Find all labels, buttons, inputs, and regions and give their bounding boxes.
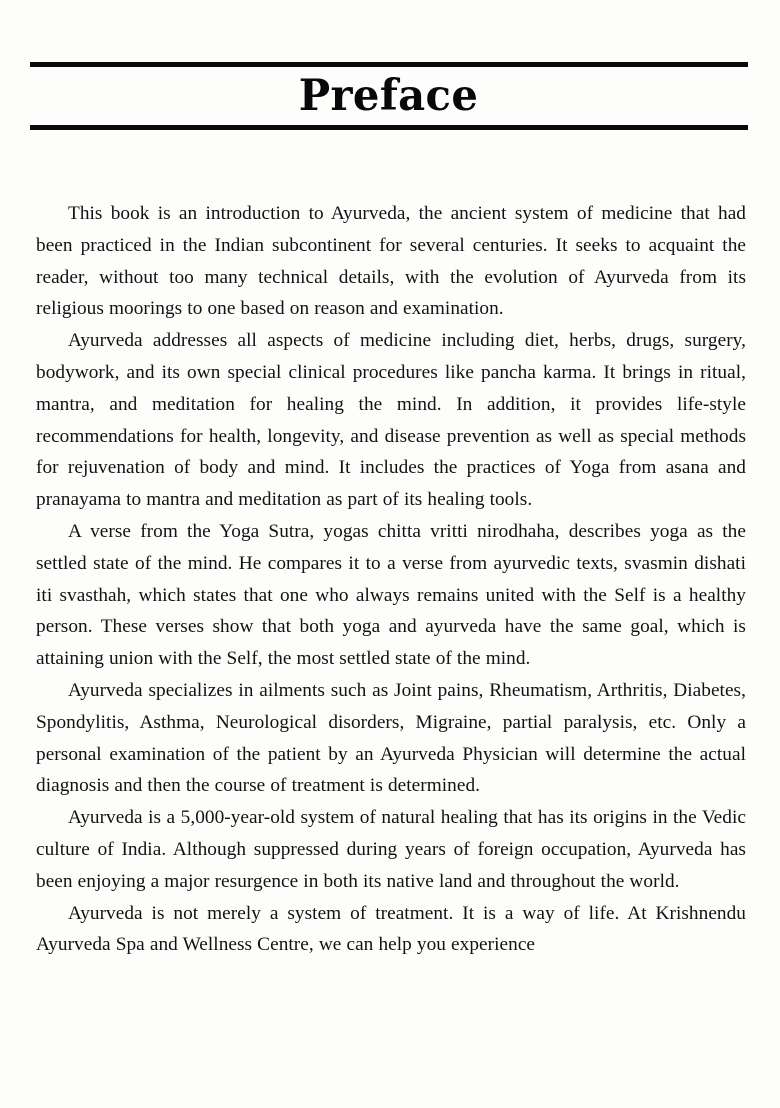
preface-heading-block [30,62,748,130]
paragraph-1: This book is an introduction to Ayurveda, the ancient system of medicine that had been practiced in the Indian subcontinent for several centuries. It seeks to acquaint the reader, without too many technical details, with the evolution of Ayurveda from its religious moorings to one based on reason and examination. [36,203,746,320]
page-title-container [30,67,748,125]
paragraph-2: Ayurveda addresses all aspects of medicine including diet, herbs, drugs, surgery, bodywork, and its own special clinical procedures like pancha karma. It brings in ritual, mantra, and meditation for healing the mind. In addition, it provides life-style recommendations for health, longevity, and disease prevention as well as special methods for rejuvenation of body and mind. It includes the practices of Yoga from asana and pranayama to mantra and meditation as part of its healing tools. [36,330,746,511]
paragraph-3: A verse from the Yoga Sutra, yogas chitta vritti nirodhaha, describes yoga as the settled state of the mind. He compares it to a verse from ayurvedic texts, svasmin dishati iti svasthah, which states that one who always remains united with the Self is a healthy person. These verses show that both yoga and ayurveda have the same goal, which is attaining union with the Self, the most settled state of the mind. [36,520,746,670]
body-text-column [36,198,746,961]
paragraph-6: Ayurveda is not merely a system of treatment. It is a way of life. At Krishnendu Ayurveda Spa and Wellness Centre, we can help you experience [36,902,746,956]
page-title: Preface [299,70,479,121]
heading-rule-bottom [30,125,748,130]
paragraph-5: Ayurveda is a 5,000-year-old system of natural healing that has its origins in the Vedic culture of India. Although suppressed during years of foreign occupation, Ayurveda has been enjoying a major resurgence in both its native land and throughout the world. [36,807,746,892]
paragraph-4: Ayurveda specializes in ailments such as Joint pains, Rheumatism, Arthritis, Diabetes, Spondylitis, Asthma, Neurological disorders, Migraine, partial paralysis, etc. Only a personal examination of the patient by an Ayurveda Physician will determine the actual diagnosis and then the course of treatment is determined. [36,679,746,797]
